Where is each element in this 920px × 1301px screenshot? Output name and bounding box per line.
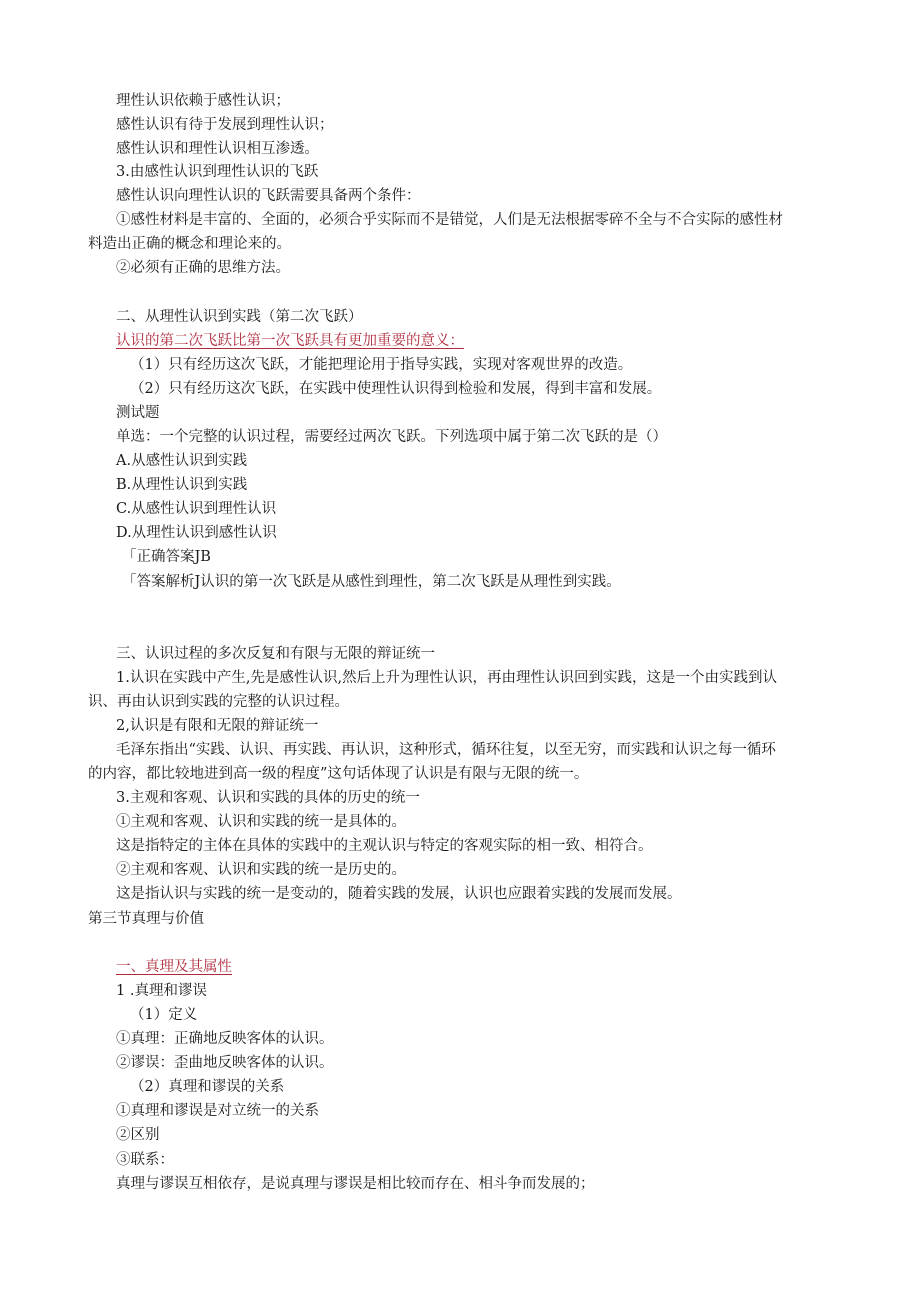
text-line: （2）只有经历这次飞跃，在实践中使理性认识得到检验和发展，得到丰富和发展。 <box>130 381 662 397</box>
text-line: 3.主观和客观、认识和实践的具体的历史的统一 <box>116 790 420 806</box>
text-line: ②必须有正确的思维方法。 <box>116 260 290 276</box>
text-line: 感性认识有待于发展到理性认识； <box>116 117 334 133</box>
text-line: 料造出正确的概念和理论来的。 <box>88 236 291 252</box>
section-heading: 二、从理性认识到实践（第二次飞跃） <box>116 309 363 325</box>
quiz-option: C.从感性认识到理性认识 <box>116 501 277 517</box>
text-line: ③联系： <box>116 1152 174 1168</box>
text-line: ①主观和客观、认识和实践的统一是具体的。 <box>116 814 406 830</box>
section-heading: 三、认识过程的多次反复和有限与无限的辩证统一 <box>116 646 435 662</box>
text-line: 2,认识是有限和无限的辩证统一 <box>116 718 319 734</box>
quiz-answer: 「正确答案JB <box>122 549 211 565</box>
text-line: 这是指认识与实践的统一是变动的，随着实践的发展，认识也应跟着实践的发展而发展。 <box>116 886 682 902</box>
quiz-question: 单选：一个完整的认识过程，需要经过两次飞跃。下列选项中属于第二次飞跃的是（） <box>116 429 667 445</box>
text-line: 理性认识依赖于感性认识； <box>116 93 290 109</box>
quiz-explanation: 「答案解析J认识的第一次飞跃是从感性到理性，第二次飞跃是从理性到实践。 <box>122 574 621 590</box>
text-line: ②谬误：歪曲地反映客体的认识。 <box>116 1055 334 1071</box>
text-line: ①真理：正确地反映客体的认识。 <box>116 1031 334 1047</box>
highlight-heading: 一、真理及其属性 <box>116 959 232 975</box>
quiz-label: 测试题 <box>116 405 160 421</box>
highlight-heading: 认识的第二次飞跃比第一次飞跃具有更加重要的意义： <box>116 333 464 349</box>
text-line: 毛泽东指出“实践、认识、再实践、再认识，这种形式，循环往复，以至无穷，而实践和认识之每一循环 <box>116 742 776 758</box>
text-line: （1）定义 <box>130 1007 198 1023</box>
text-line: （2）真理和谬误的关系 <box>130 1079 285 1095</box>
text-line: ②区别 <box>116 1127 160 1143</box>
quiz-option: A.从感性认识到实践 <box>116 453 248 469</box>
text-line: 的内容，都比较地进到高一级的程度”这句话体现了认识是有限与无限的统一。 <box>88 766 589 782</box>
text-line: 1 .真理和谬误 <box>116 983 207 999</box>
text-line: 识、再由认识到实践的完整的认识过程。 <box>88 694 349 710</box>
text-line: 感性认识向理性认识的飞跃需要具备两个条件： <box>116 188 421 204</box>
quiz-option: D.从理性认识到感性认识 <box>116 525 277 541</box>
text-line: ①感性材料是丰富的、全面的，必须合乎实际而不是错觉，人们是无法根据零碎不全与不合实际的感性材 <box>116 212 783 228</box>
section-heading: 第三节真理与价值 <box>88 911 204 927</box>
quiz-option: B.从理性认识到实践 <box>116 477 248 493</box>
text-line: 1.认识在实践中产生,先是感性认识,然后上升为理性认识，再由理性认识回到实践，这是一个由实践到认 <box>116 670 778 686</box>
text-line: ①真理和谬误是对立统一的关系 <box>116 1103 319 1119</box>
text-line: ②主观和客观、认识和实践的统一是历史的。 <box>116 862 406 878</box>
text-line: （1）只有经历这次飞跃，才能把理论用于指导实践，实现对客观世界的改造。 <box>130 357 633 373</box>
text-line: 感性认识和理性认识相互渗透。 <box>116 141 319 157</box>
text-line: 这是指特定的主体在具体的实践中的主观认识与特定的客观实际的相一致、相符合。 <box>116 838 653 854</box>
text-line: 3.由感性认识到理性认识的飞跃 <box>116 164 319 180</box>
text-line: 真理与谬误互相依存，是说真理与谬误是相比较而存在、相斗争而发展的； <box>116 1176 595 1192</box>
